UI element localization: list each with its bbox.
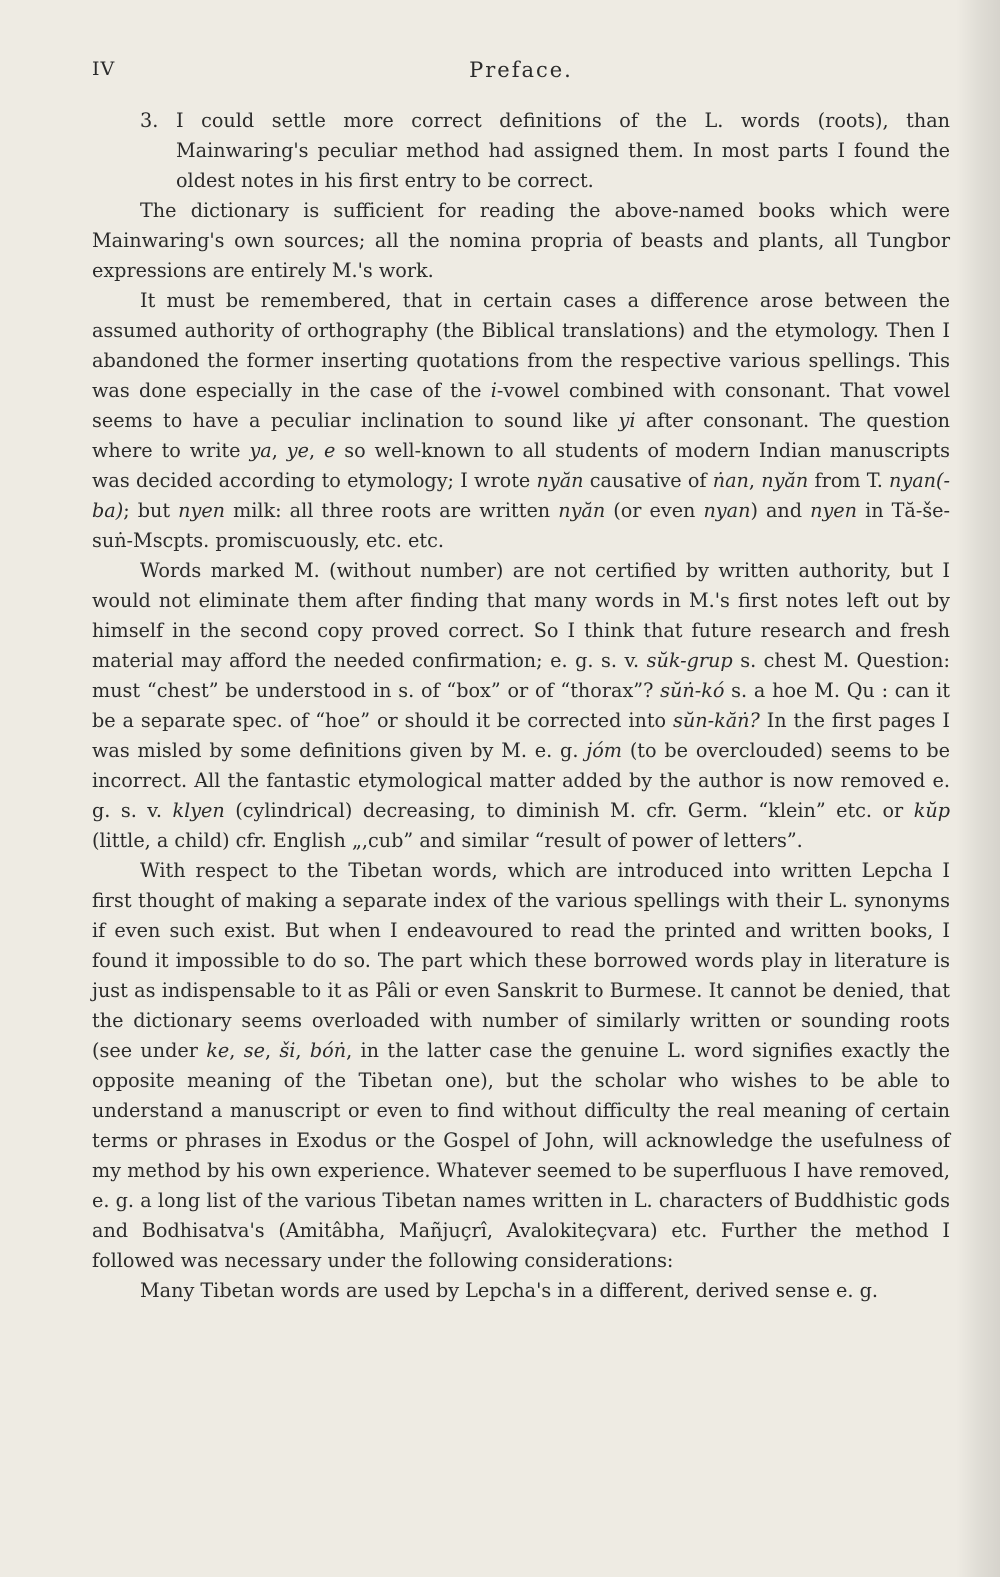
text-run: , [264, 1039, 280, 1062]
text-run: (to be overclouded) seems to be incorrect. All the fantastic etymological matter added by the author is now removed e. g. s. v. [92, 739, 950, 822]
page-header [92, 58, 950, 90]
italic-term: kŭp [913, 799, 950, 822]
text-run: , in the latter case the genuine L. word signifies exactly the opposite meaning of the Tibetan one), but the scholar who wishes to be able to understand a manuscript or even to find without difficulty the real meaning of certain terms or phrases in Exodus or the Gospel of John, will acknowledge the usefulness of my method by his own experience. Whatever seemed to be superfluous I have removed, e. g. a long list of the various Tibetan names written in L. characters of Buddhistic gods and Bodhisatva's (Amitâbha, Mañjuçrî, Avalokiteçvara) etc. Further the method I followed was necessary under the following considerations: [92, 1039, 951, 1272]
text-run: from T. [808, 469, 890, 492]
italic-term: se [243, 1039, 265, 1062]
text-run: s. a hoe M. Qu : can it be a separate spec. of “hoe” or should it be corrected into [92, 679, 950, 732]
text-run: , [308, 439, 324, 462]
text-run: causative of [583, 469, 713, 492]
italic-term: i [490, 379, 497, 402]
italic-term: klyen [172, 799, 225, 822]
italic-term: nyan(-ba) [92, 469, 951, 522]
page-body [92, 106, 950, 1306]
text-run: With respect to the Tibetan words, which are introduced into written Lepcha I first thought of making a separate index of the various spellings with their L. synonyms if even such exist. But when I endeavoured to read the printed and written books, I found it impossible to do so. The part which these borrowed words play in literature is just as indispensable to it as Pâli or even Sanskrit to Burmese. It cannot be denied, that the dictionary seems overloaded with number of similarly written or sounding roots (see under [92, 859, 950, 1062]
italic-term: nyan [703, 499, 751, 522]
italic-term: nyăn [761, 469, 809, 492]
text-run: ) and [750, 499, 811, 522]
italic-term: nyen [810, 499, 858, 522]
text-run: in Tă-še-suṅ-Mscpts. promiscuously, etc. etc. [92, 499, 951, 552]
italic-term: sŭn-kăṅ? [673, 709, 760, 732]
text-run: after consonant. The question where to write [92, 409, 950, 462]
text-run: so well-known to all students of modern Indian manuscripts was decided according to etymology; I wrote [92, 439, 950, 492]
italic-term: yi [618, 409, 636, 432]
running-title: Preface. [469, 58, 573, 82]
page-gutter-shadow [956, 0, 1000, 1577]
italic-term: nyen [178, 499, 226, 522]
italic-term: ya [249, 439, 272, 462]
text-run: ; but [123, 499, 179, 522]
text-run: In the first pages I was misled by some definitions given by M. e. g. [92, 709, 951, 762]
italic-term: sŭṅ-kó [660, 679, 725, 702]
italic-term: ši [279, 1039, 296, 1062]
text-run: , [295, 1039, 310, 1062]
text-run: It must be remembered, that in certain cases a difference arose between the assumed authority of orthography (the Biblical translations) and the etymology. Then I abandoned the former inserting quotations from the respective various spellings. This was done especially in the case of the [92, 289, 950, 402]
text-run: s. chest M. Question: must “chest” be understood in s. of “box” or of “thorax”? [92, 649, 950, 702]
item-number: 3. [140, 109, 159, 132]
paragraph-words-marked-m [92, 556, 950, 856]
page-number: IV [92, 58, 116, 80]
paragraph-dictionary-sources: The dictionary is sufficient for reading the above-named books which were Mainwaring's own sources; all the nomina propria of beasts and plants, all Tungbor expressions are entirely M.'s work. [92, 199, 950, 282]
italic-term: ye [286, 439, 309, 462]
italic-term: nyăn [558, 499, 606, 522]
italic-term: e [323, 439, 336, 462]
item-text: I could settle more correct definitions of the L. words (roots), than Mainwaring's peculiar method had assigned them. In most parts I found the oldest notes in his first entry to be correct. [176, 109, 950, 192]
text-run: (cylindrical) decreasing, to diminish M. cfr. Germ. “klein” etc. or [224, 799, 914, 822]
text-run: , [229, 1039, 244, 1062]
italic-term: ke [206, 1039, 230, 1062]
paragraph-derived-sense: Many Tibetan words are used by Lepcha's in a different, derived sense e. g. [140, 1279, 878, 1302]
text-run: , [271, 439, 287, 462]
italic-term: jóm [586, 739, 622, 762]
paragraph-orthography [92, 286, 950, 556]
italic-term: sŭk-grup [646, 649, 733, 672]
italic-term: nyăn [536, 469, 584, 492]
italic-term: bóṅ [309, 1039, 347, 1062]
numbered-item-3 [92, 106, 950, 196]
text-run: Words marked M. (without number) are not certified by written authority, but I would not eliminate them after finding that many words in M.'s first notes left out by himself in the second copy proved correct. So I think that future research and fresh material may afford the needed confirmation; e. g. s. v. [92, 559, 950, 672]
italic-term: ṅan [712, 469, 749, 492]
text-run: , [748, 469, 762, 492]
text-run: milk: all three roots are written [225, 499, 559, 522]
paragraph-tibetan-words [92, 856, 950, 1276]
text-run: (or even [605, 499, 704, 522]
text-run: (little, a child) cfr. English „,cub” and similar “result of power of letters”. [92, 829, 803, 852]
text-run: -vowel combined with consonant. That vowel seems to have a peculiar inclination to sound like [92, 379, 950, 432]
